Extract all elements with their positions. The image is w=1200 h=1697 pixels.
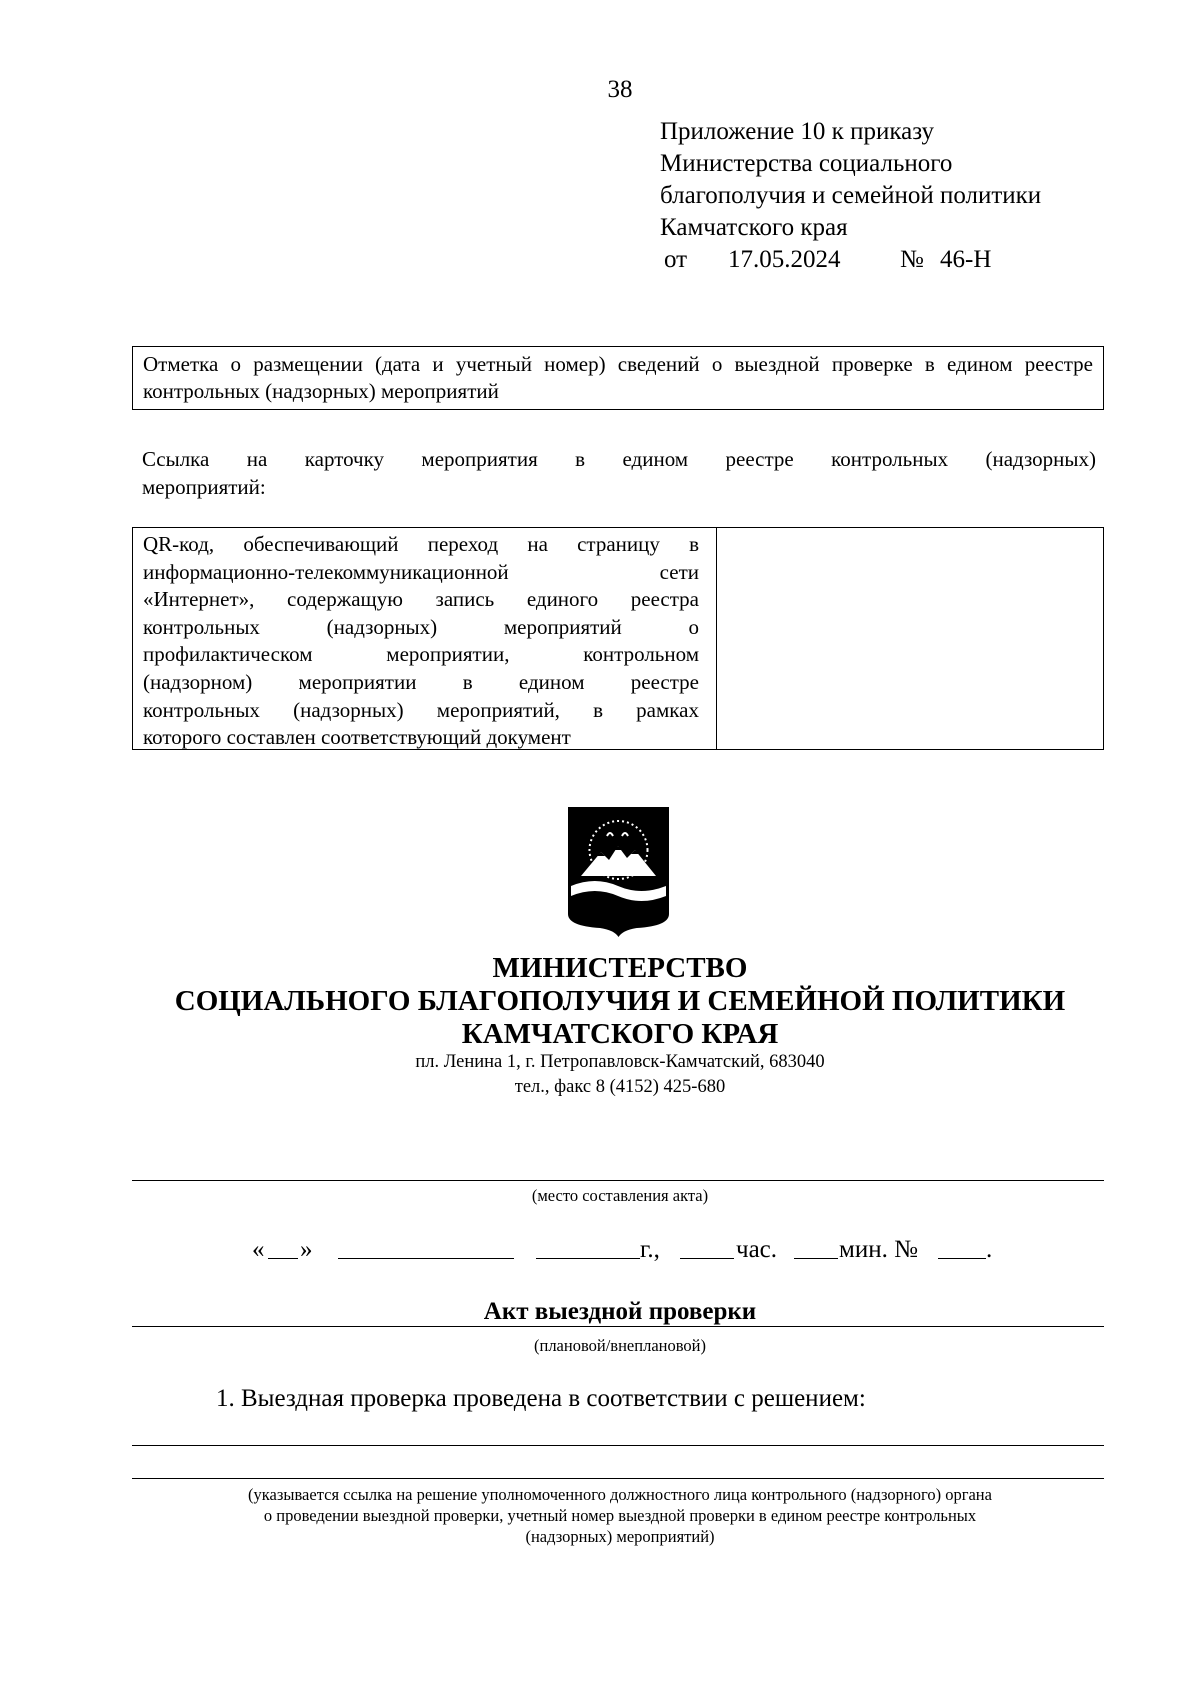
section-1-heading: 1. Выездная проверка проведена в соответствии с решением: xyxy=(216,1385,866,1412)
qr-code-description xyxy=(133,528,717,749)
act-caption: (плановой/внеплановой) xyxy=(534,1336,706,1355)
ministry-contacts xyxy=(0,1050,1200,1100)
ministry-line: КАМЧАТСКОГО КРАЯ xyxy=(461,1018,779,1050)
appendix-line: Камчатского края xyxy=(660,214,848,241)
year-blank xyxy=(536,1236,640,1266)
appendix-note xyxy=(660,116,1041,276)
ministry-address: пл. Ленина 1, г. Петропавловск-Камчатский, 683040 xyxy=(415,1052,825,1072)
place-line xyxy=(132,1180,1104,1181)
appendix-line: Министерства социального xyxy=(660,150,953,177)
appendix-line: Приложение 10 к приказу xyxy=(660,118,935,145)
hours-blank xyxy=(680,1236,734,1266)
ministry-header xyxy=(0,952,1200,1051)
footnote-line: (указывается ссылка на решение уполномоченного должностного лица контрольного (надзорного) органа xyxy=(248,1485,992,1504)
month-blank xyxy=(338,1236,514,1266)
page-number: 38 xyxy=(607,76,633,103)
appendix-line: благополучия и семейной политики xyxy=(660,182,1042,209)
order-number-sign: № xyxy=(900,246,924,273)
qr-code-table xyxy=(132,527,1104,750)
kamchatka-coat-of-arms-icon xyxy=(567,806,670,938)
ministry-line: СОЦИАЛЬНОГО БЛАГОПОЛУЧИЯ И СЕМЕЙНОЙ ПОЛИТИКИ xyxy=(174,985,1066,1017)
place-caption: (место составления акта) xyxy=(531,1186,709,1205)
act-title-line xyxy=(132,1326,1104,1327)
order-prefix: от xyxy=(664,246,688,273)
footnote-line: (надзорных) мероприятий) xyxy=(525,1527,715,1546)
act-title: Акт выездной проверки xyxy=(483,1298,757,1325)
qr-text-line: «Интернет», содержащую запись единого реестра xyxy=(143,587,699,612)
decision-footnote xyxy=(150,1484,1090,1547)
qr-text-line: контрольных (надзорных) мероприятий о xyxy=(143,614,699,639)
minutes-label: мин. № xyxy=(839,1236,918,1263)
minutes-blank xyxy=(794,1236,838,1266)
registry-reference-line1: Ссылка на карточку мероприятия в едином реестре контрольных (надзорных) xyxy=(142,447,1096,471)
qr-text-line: которого составлен соответствующий документ xyxy=(143,725,571,750)
footnote-line: о проведении выездной проверки, учетный номер выездной проверки в едином реестре контрольных xyxy=(263,1506,977,1525)
day-open-quote: « xyxy=(252,1236,265,1263)
qr-text-line: контрольных (надзорных) мероприятий, в рамках xyxy=(143,697,699,722)
registry-note-box: Отметка о размещении (дата и учетный номер) сведений о выездной проверке в едином реестре контрольных (надзорных) мероприятий xyxy=(132,346,1104,410)
day-close-quote: » xyxy=(300,1236,313,1263)
qr-code-cell xyxy=(717,528,1103,749)
day-blank xyxy=(268,1236,298,1266)
qr-text-line: информационно-телекоммуникационной сети xyxy=(143,559,699,584)
ministry-line: МИНИСТЕРСТВО xyxy=(492,952,748,984)
number-blank xyxy=(938,1236,986,1266)
order-number: 46-Н xyxy=(940,246,992,273)
order-reference xyxy=(660,244,1041,276)
ministry-phone: тел., факс 8 (4152) 425-680 xyxy=(514,1077,726,1097)
qr-text-line: QR-код, обеспечивающий переход на страницу в xyxy=(143,532,699,556)
date-line-end: . xyxy=(986,1236,993,1263)
qr-text-line: (надзорном) мероприятии в едином реестре xyxy=(143,669,699,694)
qr-text-line: профилактическом мероприятии, контрольном xyxy=(143,642,699,667)
decision-line-2 xyxy=(132,1478,1104,1479)
registry-reference-line2: мероприятий: xyxy=(142,475,266,499)
decision-line xyxy=(132,1445,1104,1446)
order-date: 17.05.2024 xyxy=(728,246,841,273)
year-suffix: г., xyxy=(640,1236,660,1263)
hours-label: час. xyxy=(736,1236,778,1263)
